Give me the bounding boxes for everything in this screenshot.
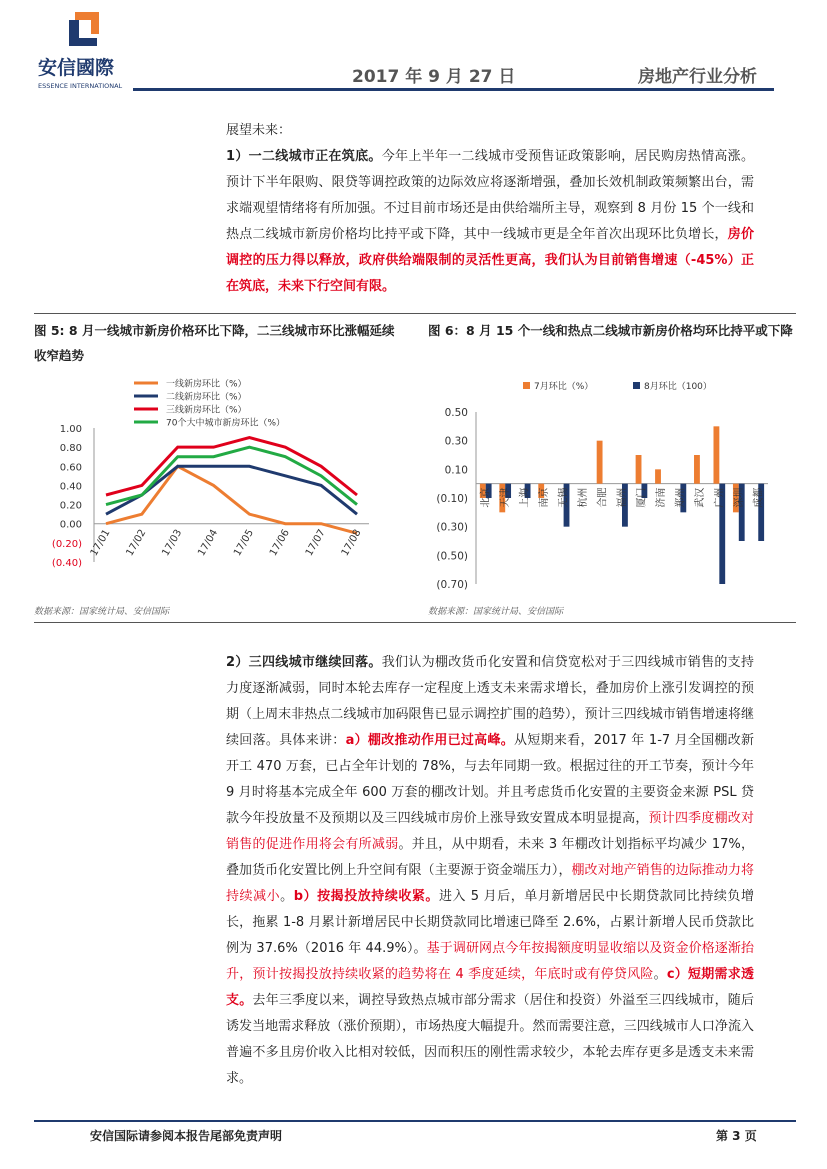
point-c-label: c）短期需求透支。 [226,967,754,1008]
x-tick-label: 广州 [714,487,726,508]
point-a-red-2: 棚改对地产销售的边际推动力将持续减小 [226,863,754,904]
x-tick-label: 福州 [617,487,628,508]
bar [694,455,700,484]
logo-en: ESSENCE INTERNATIONAL [38,82,123,90]
tier34-intro: 我们认为棚改货币化安置和信贷宽松对于三四线城市销售的支持力度逐渐减弱，同时本轮去库存一定程度上透支未来需求增长，叠加房价上涨引发调控的预期（上周末非热点二线城市加码限售已显示调控扩围的趋势），预计三四线城市销售增速将继续回落。具体来讲： [226,655,754,748]
x-tick-label: 厦门 [636,487,648,508]
series-line [106,447,357,504]
legend-label: 8月环比（100） [644,382,712,392]
point-b-body: 进入 5 月后，单月新增居民中长期贷款同比持续负增长，拖累 1-8 月累计新增居民中长期贷款同比增速已降至 2.6%，占累计新增人民币贷款比例为 37.6%（2016 年 44.9%）。 [226,889,754,956]
y-tick-label: 0.50 [444,407,468,419]
x-tick-label: 17/04 [196,527,221,559]
section-2-paragraph [226,650,754,1092]
y-tick-label: 0.30 [444,435,468,448]
x-tick-label: 17/03 [160,527,185,559]
point-a-body: 从短期来看，2017 年 1-7 月全国棚改新开工 470 万套，已占全年计划的 78%，与去年同期一致。根据过往的开工节奏，预计今年 9 月时将基本完成全年 600 万套的棚改计划。并且考虑货币化安置的主要资金来源 PSL 贷款今年投放量不及预期以及三四线城市房价上涨导致安置成本明显提高， [226,733,754,826]
figure-6-bar-chart [428,370,798,595]
point-b-red: 基于调研网点今年按揭额度明显收缩以及资金价格逐渐抬升，预计按揭投放持续收紧的趋势将在 4 季度延续，年底时或有停贷风险 [226,941,754,982]
tier12-conclusion: 房价调控的压力得以释放，政府供给端限制的灵活性更高，我们认为目前销售增速（-45%）正在筑底，未来下行空间有限。 [226,227,754,294]
logo-emblem-icon [38,12,162,92]
figure-5-line-chart [34,370,404,590]
y-tick-label: (0.40) [51,558,82,569]
outlook-heading: 展望未来： [226,123,292,138]
bar [636,455,642,484]
x-tick-label: 上海 [519,487,531,508]
x-tick-label: 深圳 [733,487,745,508]
logo-cn: 安信國際 [38,57,115,79]
x-tick-label: 17/05 [232,527,257,559]
company-logo [38,12,162,92]
legend-label: 二线新房环比（%） [166,392,247,403]
bar [713,426,719,483]
point-b-end: 。 [653,967,667,982]
x-tick-label: 武汉 [694,487,706,508]
legend-label: 7月环比（%） [534,382,594,392]
figure-5-source: 数据来源：国家统计局、安信国际 [34,607,170,617]
x-tick-label: 济南 [655,487,667,508]
legend-swatch [633,382,640,389]
y-tick-label: (0.30) [436,521,468,534]
outlook-paragraph-1 [226,144,754,300]
legend-label: 一线新房环比（%） [166,379,247,390]
footer-rule [34,1120,796,1122]
tier34-heading: 2）三四线城市继续回落。 [226,655,382,670]
legend-label: 三线新房环比（%） [166,405,247,416]
x-tick-label: 合肥 [597,487,609,508]
x-tick-label: 17/01 [88,527,113,559]
report-title: 房地产行业分析 [638,67,757,87]
point-a-label: a）棚改推动作用已过高峰。 [345,733,515,748]
legend-label: 70个大中城市新房环比（%） [166,418,286,429]
y-tick-label: 0.40 [59,481,82,493]
header-divider [133,88,774,91]
x-tick-label: 17/07 [303,527,328,559]
figure-6-title: 图 6：8 月 15 个一线和热点二线城市新房价格均环比持平或下降 [428,323,793,338]
x-tick-label: 郑州 [675,487,687,508]
x-tick-label: 17/02 [124,527,149,559]
x-tick-label: 北京 [480,487,492,508]
figure-bottom-rule [34,622,796,623]
y-tick-label: (0.70) [436,579,468,591]
x-tick-label: 17/06 [267,527,292,559]
x-tick-label: 成都 [753,487,765,508]
x-tick-label: 17/08 [339,527,364,559]
y-tick-label: 0.00 [59,519,82,531]
y-tick-label: (0.50) [436,550,468,563]
tier12-body: 今年上半年一二线城市受预售证政策影响，居民购房热情高涨。预计下半年限购、限贷等调控政策的边际效应将逐渐增强，叠加长效机制政策频繁出台，需求端观望情绪将有所加强。不过目前市场还是由供给端所主导，观察到 8 月份 15 个一线和热点二线城市新房价格均比持平或下降，其中一线城市更是全年首次出现环比负增长， [226,149,754,242]
point-b-label: b）按揭投放持续收紧。 [293,889,439,904]
bar [597,441,603,484]
legend-swatch [523,382,530,389]
y-tick-label: (0.10) [436,493,468,505]
y-tick-label: (0.20) [51,538,82,550]
footer-disclaimer: 安信国际请参阅本报告尾部免责声明 [90,1129,283,1143]
y-tick-label: 0.60 [59,462,82,474]
x-tick-label: 杭州 [578,487,590,508]
report-date: 2017 年 9 月 27 日 [352,67,516,87]
y-tick-label: 0.10 [444,464,468,477]
point-a-red-1: 预计四季度棚改对销售的促进作用将会有所减弱 [226,811,754,852]
y-tick-label: 0.20 [59,500,82,512]
y-tick-label: 1.00 [59,424,82,435]
point-c-body: 去年三季度以来，调控导致热点城市部分需求（居住和投资）外溢至三四线城市，随后诱发当地需求释放（涨价预期），市场热度大幅提升。然而需要注意，三四线城市人口净流入普遍不多且房价收入比相对较低，因而积压的刚性需求较少，本轮去库存更多是透支未来需求。 [226,993,754,1086]
point-a-body-2: 。并且，从中期看，未来 3 年棚改计划指标平均减少 17%，叠加货币化安置比例上升空间有限（主要源于资金端压力）， [226,837,754,878]
figure-top-rule [34,313,796,314]
point-a-end: 。 [280,889,294,904]
x-tick-label: 天津 [500,487,512,508]
x-tick-label: 无锡 [558,487,570,508]
y-tick-label: 0.80 [59,443,82,455]
bar [655,469,661,483]
figure-5-title: 图 5: 8 月一线城市新房价格环比下降，二三线城市环比涨幅延续收窄趋势 [34,323,395,363]
page-number: 第 3 页 [716,1129,757,1143]
tier12-heading: 1）一二线城市正在筑底。 [226,149,382,164]
x-tick-label: 南京 [539,487,551,508]
figure-6-source: 数据来源：国家统计局、安信国际 [428,607,564,617]
